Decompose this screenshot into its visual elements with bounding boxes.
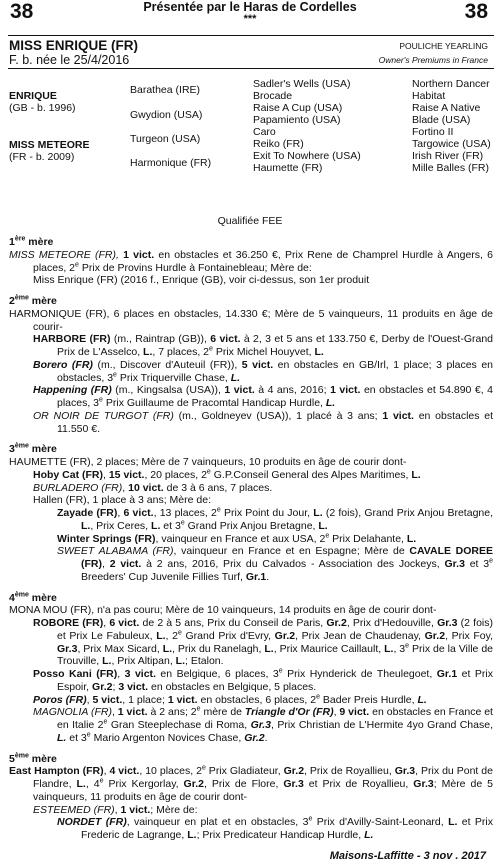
pedigree-gen2-3: Turgeon (USA) — [130, 133, 201, 145]
pedigree-gen2-4: Harmonique (FR) — [130, 157, 212, 169]
section-3-grandchild-3: SWEET ALABAMA (FR), vainqueur en France et en Espagne; Mère de CAVALE DOREE (FR), 2 vict. à 2 ans, 2016, Prix du Calvados - Association des Jockeys, Gr.3 et 3e Breeders' Cup Juvenile Fillies Turf, Gr.1. — [57, 545, 493, 583]
section-4-child-2: Posso Kani (FR), 3 vict. en Belgique, 6 places, 3e Prix Hynderick de Theulegoet, Gr.1 et Prix Espoir, Gr.2; 3 vict. en obstacles en Belgique, 5 places. — [33, 667, 493, 693]
pedigree-gen3-2: Brocade — [253, 90, 293, 102]
pedigree-gen4-5: Fortino II — [412, 126, 454, 138]
produce-record — [9, 236, 493, 842]
pedigree-gen3-1: Sadler's Wells (USA) — [253, 78, 351, 90]
section-3-heading: 3ème mère — [9, 442, 57, 456]
header-rule-bottom — [8, 68, 494, 69]
section-1-dam: MISS METEORE (FR), 1 vict. en obstacles et 36.250 €, Prix Rene de Champrel Hurdle à Angers, 6 places, 2e Prix de Provins Hurdle à Fontainebleau; Mère de: — [9, 248, 493, 274]
owner-premium: Owner's Premiums in France — [378, 55, 488, 65]
pedigree-dam-name: MISS METEORE — [9, 139, 90, 151]
section-3-child-2: BURLADERO (FR), 10 vict. de 3 à 6 ans, 7 places. — [33, 481, 273, 494]
section-5-intro: East Hampton (FR), 4 vict., 10 places, 2e Prix Gladiateur, Gr.2, Prix de Royallieu, Gr.3, Prix du Pont de Flandre, L., 4e Prix Kergorlay, Gr.2, Prix de Flore, Gr.3 et Prix de Royallieu, Gr.3; Mère de 5 vainqueurs, 11 produits en âge de courir dont- — [9, 764, 493, 803]
section-1-heading: 1ère mère — [9, 235, 54, 248]
section-5-heading: 5ème mère — [9, 752, 57, 765]
horse-name: MISS ENRIQUE (FR) — [9, 38, 139, 53]
pedigree-gen3-4: Papamiento (USA) — [253, 114, 341, 126]
section-5-grandchild-1: NORDET (FR), vainqueur en plat et en obstacles, 3e Prix d'Avilly-Saint-Leonard, L. et Prix Frederic de Lagrange, L.; Prix Predicateur Handicap Hurdle, L. — [57, 815, 493, 841]
section-4-intro: MONA MOU (FR), n'a pas couru; Mère de 10 vainqueurs, 14 produits en âge de courir dont- — [9, 604, 437, 617]
section-3-child-1: Hoby Cat (FR), 15 vict., 20 places, 2e G.P.Conseil General des Alpes Maritimes, L. — [33, 468, 421, 481]
pedigree-gen4-6: Targowice (USA) — [412, 138, 491, 150]
pedigree-gen4-1: Northern Dancer — [412, 78, 490, 90]
section-2-child-3: Happening (FR) (m., Kingsalsa (USA)), 1 vict. à 4 ans, 2016; 1 vict. en obstacles et 54.890 €, 4 places, 3e Prix Guillaume de Pracomtal Handicap Hurdle, L. — [33, 384, 493, 409]
pedigree-gen2-1: Barathea (IRE) — [130, 84, 201, 96]
pedigree-gen3-6: Reiko (FR) — [253, 138, 304, 150]
pedigree-gen3-8: Haumette (FR) — [253, 162, 323, 174]
section-2-child-2: Borero (FR) (m., Discover d'Auteuil (FR)), 5 vict. en obstacles en GB/Irl, 1 place; 3 places en obstacles, 3e Prix Triquerville Chase, L. — [33, 358, 494, 384]
section-4-heading: 4ème mère — [9, 591, 57, 604]
pedigree-gen4-3: Raise A Native — [412, 102, 481, 114]
lot-number-left: 38 — [10, 0, 34, 23]
stars-separator: *** — [243, 13, 257, 25]
section-2-heading: 2ème mère — [9, 294, 57, 307]
section-2-intro: HARMONIQUE (FR), 6 places en obstacles, 14.330 €; Mère de 5 vainqueurs, 11 produits en âge de courir- — [9, 307, 493, 333]
consignor-title: Présentée par le Haras de Cordelles — [143, 0, 357, 14]
horse-description: F. b. née le 25/4/2016 — [9, 53, 130, 67]
lot-number-right: 38 — [464, 0, 488, 23]
pedigree-gen3-5: Caro — [253, 126, 276, 138]
pedigree-gen4-8: Mille Balles (FR) — [412, 162, 490, 174]
pedigree-gen3-7: Exit To Nowhere (USA) — [253, 150, 361, 162]
header-rule-top — [8, 35, 494, 36]
section-4-child-4: MAGNOLIA (FR), 1 vict. à 2 ans; 2e mère de Triangle d'Or (FR), 9 vict. en obstacles en France et en Italie 2e Gran Steeplechase di Roma, Gr.3, Prix Christian de L'Hermite 4yo Grand Chase, L. et 3e Mario Argenton Novices Chase, Gr.2. — [33, 705, 493, 744]
pedigree-gen3-3: Raise A Cup (USA) — [253, 102, 343, 114]
section-2-child-1: HARBORE (FR) (m., Raintrap (GB)), 6 vict. à 2, 3 et 5 ans et 133.750 €, Derby de l'Ouest-Grand Prix de L'Asselco, L., 7 places, 2e Prix Michel Houyvet, L. — [33, 333, 494, 358]
pedigree-gen4-7: Irish River (FR) — [412, 150, 484, 162]
section-3-child-3: Hallen (FR), 1 place à 3 ans; Mère de: — [33, 494, 211, 507]
pedigree-dam-detail: (FR - b. 2009) — [9, 151, 75, 163]
sale-footer: Maisons-Laffitte - 3 nov . 2017 — [329, 850, 486, 862]
horse-type: POULICHE YEARLING — [399, 41, 488, 51]
pedigree-gen4-2: Habitat — [412, 90, 446, 102]
section-4-child-3: Poros (FR), 5 vict., 1 place; 1 vict. en obstacles, 6 places, 2e Bader Preis Hurdle, L. — [33, 693, 427, 706]
pedigree-sire-detail: (GB - b. 1996) — [9, 102, 76, 114]
section-2-child-4: OR NOIR DE TURGOT (FR) (m., Goldneyev (USA)), 1 placé à 3 ans; 1 vict. en obstacles et 11.550 €. — [33, 409, 494, 435]
qualification-note: Qualifiée FEE — [217, 215, 283, 227]
section-4-child-1: ROBORE (FR), 6 vict. de 2 à 5 ans, Prix du Conseil de Paris, Gr.2, Prix d'Hedouville, Gr.3 (2 fois) et Prix Le Fabuleux, L., 2e Grand Prix d'Evry, Gr.2, Prix Jean de Chaudenay, Gr.2, Prix Foy, Gr.3, Prix Max Sicard, L., Prix du Ranelagh, L., Prix Maurice Caillault, L., 3e Prix de la Ville de Trouville, L., Prix Altipan, L.; Etalon. — [33, 617, 494, 668]
section-3-grandchild-2: Winter Springs (FR), vainqueur en France et aux USA, 2e Prix Delahante, L. — [57, 532, 417, 545]
pedigree-gen2-2: Gwydion (USA) — [130, 109, 203, 121]
pedigree-gen4-4: Blade (USA) — [412, 114, 471, 126]
section-5-child-1: ESTEEMED (FR), 1 vict.; Mère de: — [33, 803, 198, 816]
section-3-grandchild-1: Zayade (FR), 6 vict., 13 places, 2e Prix Point du Jour, L. (2 fois), Grand Prix Anjou Bretagne, L., Prix Ceres, L. et 3e Grand Prix Anjou Bretagne, L. — [57, 506, 494, 532]
pedigree-sire-name: ENRIQUE — [9, 90, 57, 102]
section-3-intro: HAUMETTE (FR), 2 places; Mère de 7 vainqueurs, 10 produits en âge de courir dont- — [9, 456, 407, 468]
section-1-produce: Miss Enrique (FR) (2016 f., Enrique (GB), voir ci-dessus, son 1er produit — [33, 274, 370, 287]
